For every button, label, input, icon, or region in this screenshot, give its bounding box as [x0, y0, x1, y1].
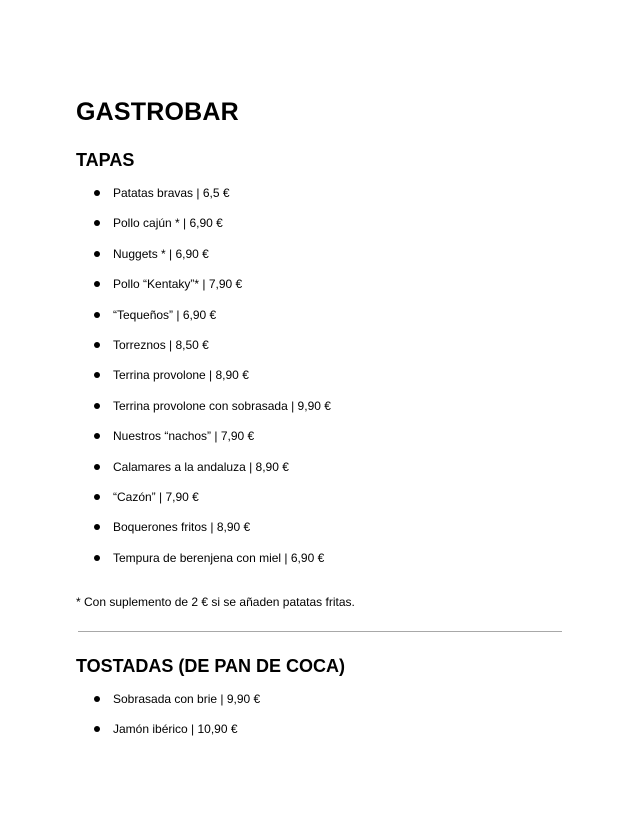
- item-label: Torreznos | 8,50 €: [113, 337, 209, 352]
- bullet-icon: [94, 524, 100, 530]
- list-item: [76, 519, 331, 549]
- bullet-icon: [94, 726, 100, 732]
- list-item: [76, 459, 331, 489]
- bullet-icon: [94, 696, 100, 702]
- item-label: Sobrasada con brie | 9,90 €: [113, 692, 261, 706]
- item-label: Boquerones fritos | 8,90 €: [113, 520, 251, 535]
- bullet-icon: [94, 555, 100, 561]
- item-label: Nuggets * | 6,90 €: [113, 246, 209, 261]
- list-item: [76, 428, 331, 458]
- bullet-icon: [94, 220, 100, 226]
- list-item: [76, 489, 331, 519]
- item-label: Terrina provolone con sobrasada | 9,90 €: [113, 398, 331, 413]
- item-label: Pollo “Kentaky”* | 7,90 €: [113, 277, 243, 292]
- bullet-icon: [94, 403, 100, 409]
- list-item: [76, 398, 331, 428]
- list-item: [76, 367, 331, 397]
- bullet-icon: [94, 342, 100, 348]
- list-item: [76, 307, 331, 337]
- bullet-icon: [94, 190, 100, 196]
- item-label: Pollo cajún * | 6,90 €: [113, 216, 223, 231]
- bullet-icon: [94, 281, 100, 287]
- footnote: * Con suplemento de 2 € si se añaden patatas fritas.: [76, 595, 355, 609]
- item-label: Jamón ibérico | 10,90 €: [113, 722, 238, 737]
- section-heading-tostadas: TOSTADAS (DE PAN DE COCA): [76, 656, 346, 676]
- list-item: [76, 276, 331, 306]
- page-title: GASTROBAR: [76, 98, 239, 126]
- section-divider: [78, 631, 562, 632]
- bullet-icon: [94, 251, 100, 257]
- bullet-icon: [94, 494, 100, 500]
- item-label: “Cazón” | 7,90 €: [113, 489, 199, 504]
- item-label: Patatas bravas | 6,5 €: [113, 186, 230, 200]
- section-heading-tapas: TAPAS: [76, 150, 135, 170]
- list-item: [76, 550, 331, 580]
- item-label: Calamares a la andaluza | 8,90 €: [113, 459, 289, 474]
- bullet-icon: [94, 433, 100, 439]
- item-label: Tempura de berenjena con miel | 6,90 €: [113, 550, 325, 565]
- item-label: Terrina provolone | 8,90 €: [113, 368, 249, 383]
- bullet-icon: [94, 464, 100, 470]
- item-label: “Tequeños” | 6,90 €: [113, 307, 217, 322]
- list-item: [76, 337, 331, 367]
- list-item: [76, 246, 331, 276]
- item-label: Nuestros “nachos” | 7,90 €: [113, 429, 255, 444]
- list-item: [76, 721, 260, 751]
- list-item: [76, 215, 331, 245]
- tostadas-list: [76, 691, 260, 752]
- bullet-icon: [94, 372, 100, 378]
- list-item: [76, 185, 331, 215]
- list-item: [76, 691, 260, 721]
- bullet-icon: [94, 312, 100, 318]
- tapas-list: [76, 185, 331, 580]
